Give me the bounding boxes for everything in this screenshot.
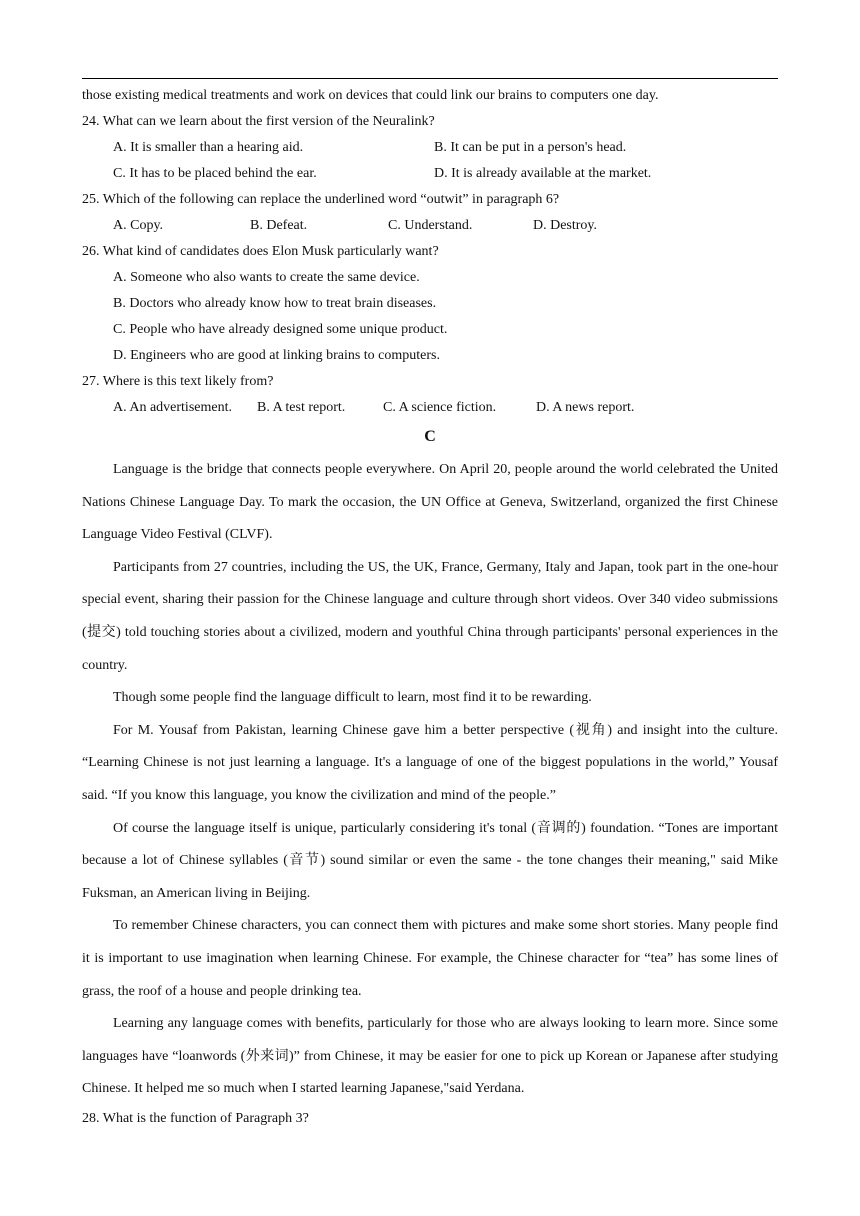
option-c[interactable]: C. People who have already designed some unique product. <box>113 322 448 337</box>
question-27-options <box>82 398 778 424</box>
page-content <box>82 86 778 1132</box>
question-26-stem: 26. What kind of candidates does Elon Musk particularly want? <box>82 244 439 259</box>
option-d[interactable]: D. Destroy. <box>533 218 598 233</box>
option-d[interactable]: D. A news report. <box>536 400 635 415</box>
question-28-stem: 28. What is the function of Paragraph 3? <box>82 1110 309 1126</box>
option-a[interactable]: A. Someone who also wants to create the same device. <box>113 270 420 285</box>
option-c[interactable]: C. A science fiction. <box>383 400 497 415</box>
question-24-options-row-2 <box>82 164 778 190</box>
question-25-stem: 25. Which of the following can replace the underlined word “outwit” in paragraph 6? <box>82 192 560 207</box>
section-heading: C <box>424 428 436 445</box>
paragraph-6: To remember Chinese characters, you can connect them with pictures and make some short stories. Many people find it is important to use imagination when learning Chinese. For example, the Chinese character for “tea” has some lines of grass, the roof of a house and people drinking tea. <box>82 918 778 999</box>
option-d[interactable]: D. Engineers who are good at linking brains to computers. <box>113 348 440 363</box>
option-a[interactable]: A. Copy. <box>113 218 164 233</box>
option-b[interactable]: B. Defeat. <box>250 218 308 233</box>
option-a[interactable]: A. It is smaller than a hearing aid. <box>113 140 304 155</box>
option-b[interactable]: B. A test report. <box>257 400 346 415</box>
option-c[interactable]: C. It has to be placed behind the ear. <box>113 166 317 181</box>
paragraph-7: Learning any language comes with benefits, particularly for those who are always looking to learn more. Since some languages have “loanwords (外来词)” from Chinese, it may be easier for one to pick up Korean or Japanese after studying Chinese. It helped me so much when I started learning Japanese,"said Yerdana. <box>82 1016 778 1097</box>
paragraph-3: Though some people find the language difficult to learn, most find it to be rewarding. <box>113 690 592 706</box>
passage-b-fragment: those existing medical treatments and work on devices that could link our brains to computers one day. <box>82 88 659 103</box>
paragraph-2: Participants from 27 countries, including the US, the UK, France, Germany, Italy and Japan, took part in the one-hour special event, sharing their passion for the Chinese language and culture through short videos. Over 340 video submissions (提交) told touching stories about a civilized, modern and youthful China through participants' personal experiences in the country. <box>82 559 778 673</box>
header-rule <box>82 78 778 79</box>
question-24-options-row-1 <box>82 138 778 164</box>
option-a[interactable]: A. An advertisement. <box>113 400 232 415</box>
option-d[interactable]: D. It is already available at the market. <box>434 166 652 181</box>
paragraph-4: For M. Yousaf from Pakistan, learning Chinese gave him a better perspective (视角) and insight into the culture. “Learning Chinese is not just learning a language. It's a language of one of the biggest populations in the world,” Yousaf said. “If you know this language, you know the civilization and mind of the people.” <box>82 722 778 803</box>
option-b[interactable]: B. Doctors who already know how to treat brain diseases. <box>113 296 437 311</box>
paragraph-5: Of course the language itself is unique, particularly considering it's tonal (音调的) foundation. “Tones are important because a lot of Chinese syllables (音节) sound similar or even the same - the tone changes their meaning," said Mike Fuksman, an American living in Beijing. <box>82 820 778 901</box>
option-b[interactable]: B. It can be put in a person's head. <box>434 140 627 155</box>
question-27-stem: 27. Where is this text likely from? <box>82 374 274 389</box>
question-25-options <box>82 216 778 242</box>
paragraph-1: Language is the bridge that connects people everywhere. On April 20, people around the world celebrated the United Nations Chinese Language Day. To mark the occasion, the UN Office at Geneva, Switzerland, organized the first Chinese Language Video Festival (CLVF). <box>82 462 778 543</box>
question-24-stem: 24. What can we learn about the first version of the Neuralink? <box>82 114 435 129</box>
option-c[interactable]: C. Understand. <box>388 218 473 233</box>
